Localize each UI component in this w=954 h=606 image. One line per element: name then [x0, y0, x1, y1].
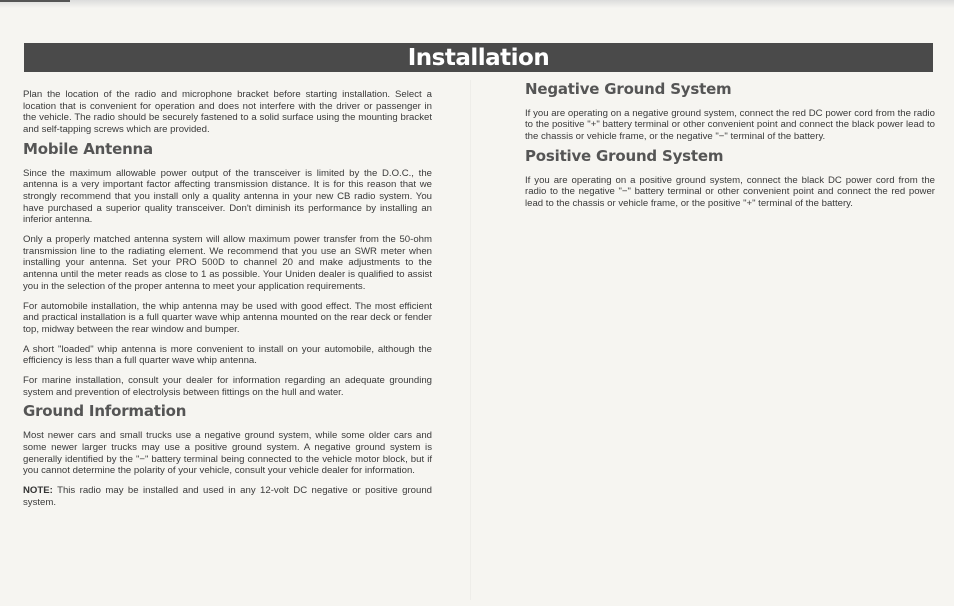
ground-information-heading: Ground Information [23, 402, 187, 421]
antenna-paragraph: For automobile installation, the whip antenna may be used with good effect. The most efficient and practical installation is a full quarter wave whip antenna mounted on the rear deck or fender top, midway between the rear window and bumper. [23, 300, 432, 335]
intro-paragraph: Plan the location of the radio and microphone bracket before starting installation. Select a location that is convenient for operation and does not interfere with the driver or passenger in the vehicle. The radio should be securely fastened to a solid surface using the mounting bracket and self-tapping screws which are provided. [23, 89, 432, 136]
mobile-antenna-heading: Mobile Antenna [23, 139, 153, 158]
antenna-paragraph: Since the maximum allowable power output of the transceiver is limited by the D.O.C., the antenna is a very important factor affecting transmission distance. It is for this reason that we strongly recommend that you install only a quality antenna in your new CB radio system. You have purchased a superior quality transceiver. Don't diminish its performance by installing an inferior antenna. [23, 167, 432, 226]
note-paragraph [23, 485, 432, 508]
ground-information-paragraph: Most newer cars and small trucks use a negative ground system, while some older cars and some newer larger trucks may use a positive ground system. A negative ground system is generally identified by the "−" battery terminal being connected to the vehicle motor block, but if you cannot determine the polarity of your vehicle, consult your vehicle dealer for information. [23, 430, 432, 477]
antenna-paragraph: Only a properly matched antenna system will allow maximum power transfer from the 50-ohm transmission line to the radiating element. We recommend that you use an SWR meter when installing your antenna. Set your PRO 500D to channel 20 and make adjustments to the antenna until the meter reads as close to 1 as possible. Your Uniden dealer is qualified to assist you in the selection of the proper antenna to meet your application requirements. [23, 234, 432, 292]
note-text: This radio may be installed and used in any 12-volt DC negative or positive ground system. [23, 484, 432, 508]
page-title: Installation [24, 43, 933, 72]
antenna-paragraph: For marine installation, consult your dealer for information regarding an adequate grounding system and prevention of electrolysis between fittings on the hull and water. [23, 375, 432, 398]
page-fold [470, 80, 471, 600]
negative-ground-heading: Negative Ground System [525, 80, 732, 98]
antenna-paragraph: A short "loaded" whip antenna is more convenient to install on your automobile, although the efficiency is less than a full quarter wave whip antenna. [23, 343, 432, 367]
left-column [23, 89, 432, 516]
right-column [525, 80, 935, 218]
note-label: NOTE: [23, 484, 53, 496]
scan-edge [0, 0, 954, 8]
positive-ground-heading: Positive Ground System [525, 146, 724, 165]
negative-ground-paragraph: If you are operating on a negative ground system, connect the red DC power cord from the radio to the positive "+" battery terminal or other convenient point and connect the black power lead to the chassis or vehicle frame, or the negative "−" terminal of the battery. [525, 107, 935, 143]
positive-ground-paragraph: If you are operating on a positive ground system, connect the black DC power cord from the radio to the negative "−" battery terminal or other convenient point and connect the red power lead to the chassis or vehicle frame, or the positive "+" terminal of the battery. [525, 174, 935, 209]
scan-mark [0, 0, 70, 2]
